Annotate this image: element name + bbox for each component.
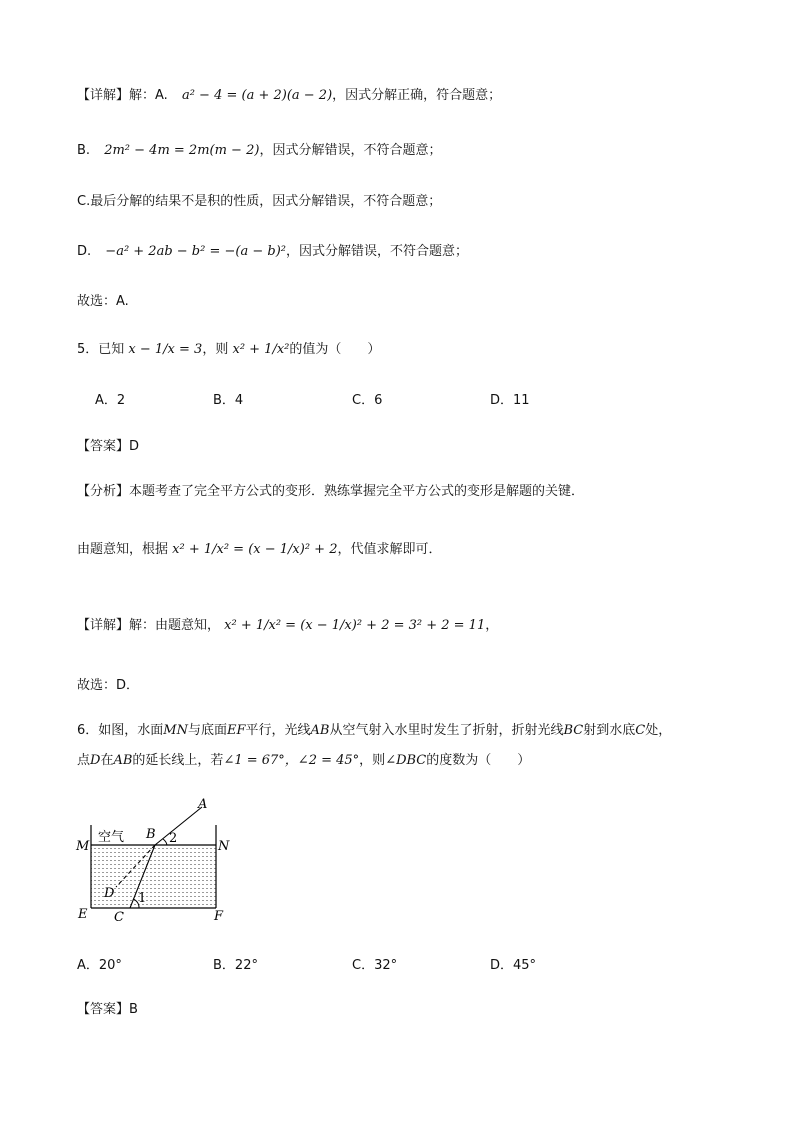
q4-detail-expr: a² − 4 = (a + 2)(a − 2) (181, 88, 333, 103)
q6-choice-d: D．45° (490, 958, 537, 973)
q4-detail-head: 【详解】解：A. (77, 88, 168, 103)
q6-text: ，则 (359, 753, 386, 768)
q6-text: 的延长线上，若 (132, 753, 224, 768)
q5-stem (77, 340, 380, 360)
q5-detail (77, 616, 498, 636)
q5-analysis: 【分析】本题考查了完全平方公式的变形．熟练掌握完全平方公式的变形是解题的关键． (77, 484, 585, 499)
q5-stem-mid: ，则 (202, 342, 229, 357)
q6-text: 的度数为（ ） (426, 753, 531, 768)
q5-analysis2-tail: ，代值求解即可． (337, 542, 442, 557)
q6-text: 处， (645, 723, 672, 738)
q5-choice-c: C．6 (352, 393, 383, 408)
q4-select: 故选：A. (77, 294, 129, 309)
q5-analysis2-head: 由题意知，根据 (77, 542, 169, 557)
q4-detail-line-a (77, 86, 501, 106)
q6-sym-ab: AB (310, 723, 330, 738)
q5-stem-cond: x − 1/x = 3 (128, 342, 203, 357)
q5-analysis-2 (77, 540, 441, 560)
q6-sym-d: D (90, 753, 101, 768)
label-e: E (78, 907, 88, 922)
q5-select: 故选：D． (77, 678, 140, 693)
q5-stem-tail: 的值为（ ） (289, 342, 381, 357)
q5-answer: 【答案】D (77, 439, 140, 454)
q6-sym-c: C (635, 723, 646, 738)
q4-b-head: B. (77, 143, 91, 158)
label-n: N (218, 839, 230, 854)
q5-choice-a: A．2 (95, 393, 126, 408)
q6-sym-ef: EF (226, 723, 246, 738)
angle-2-arc (163, 839, 167, 845)
q4-option-c-line: C.最后分解的结果不是积的性质，因式分解错误，不符合题意； (77, 194, 442, 209)
q5-stem-head: 5．已知 (77, 342, 125, 357)
q6-target-angle: ∠DBC (385, 753, 427, 768)
q5-detail-head: 【详解】解：由题意知， (77, 618, 221, 633)
q4-d-tail: ，因式分解错误，不符合题意； (285, 244, 468, 259)
q4-d-head: D. (77, 244, 92, 259)
q6-sym-bc: BC (563, 723, 584, 738)
ray-ab (155, 807, 202, 845)
q6-text: 射到水底 (583, 723, 636, 738)
label-air: 空气 (98, 830, 125, 845)
label-a: A (198, 797, 208, 812)
label-f: F (214, 909, 224, 924)
q6-answer: 【答案】B (77, 1002, 138, 1017)
q6-choice-b: B．22° (213, 958, 258, 973)
q6-text: 在 (100, 753, 114, 768)
q5-detail-tail: ， (485, 618, 499, 633)
q4-d-expr: −a² + 2ab − b² = −(a − b)² (105, 244, 286, 259)
q4-b-expr: 2m² − 4m = 2m(m − 2) (104, 143, 260, 158)
q5-detail-expr: x² + 1/x² = (x − 1/x)² + 2 = 3² + 2 = 11 (224, 618, 486, 633)
q5-analysis2-expr: x² + 1/x² = (x − 1/x)² + 2 (172, 542, 338, 557)
q6-text: 6．如图，水面 (77, 723, 164, 738)
label-b: B (146, 827, 156, 842)
q6-stem-line-1 (77, 721, 671, 741)
label-2: 2 (169, 831, 178, 846)
q6-stem-line-2 (77, 751, 530, 771)
q6-sym-ab: AB (113, 753, 133, 768)
label-1: 1 (138, 891, 147, 906)
q5-choice-d: D．11 (490, 393, 530, 408)
q6-sym-mn: MN (163, 723, 188, 738)
q6-text: 与底面 (187, 723, 227, 738)
q4-option-d-line (77, 242, 468, 262)
q5-stem-expr: x² + 1/x² (232, 342, 290, 357)
q6-choice-c: C．32° (352, 958, 398, 973)
q4-detail-tail: ，因式分解正确，符合题意； (332, 88, 502, 103)
q6-text: 点 (77, 753, 91, 768)
q4-b-tail: ，因式分解错误，不符合题意； (259, 143, 442, 158)
label-m: M (76, 839, 90, 854)
label-d: D (104, 886, 115, 901)
q5-choice-b: B．4 (213, 393, 244, 408)
q6-text: 从空气射入水里时发生了折射，折射光线 (329, 723, 564, 738)
q4-option-b-line (77, 141, 441, 161)
q6-choice-a: A．20° (77, 958, 122, 973)
q6-refraction-figure (70, 795, 240, 925)
label-c: C (114, 910, 124, 925)
q6-angles: ∠1 = 67°，∠2 = 45° (223, 753, 360, 768)
q6-text: 平行，光线 (245, 723, 311, 738)
